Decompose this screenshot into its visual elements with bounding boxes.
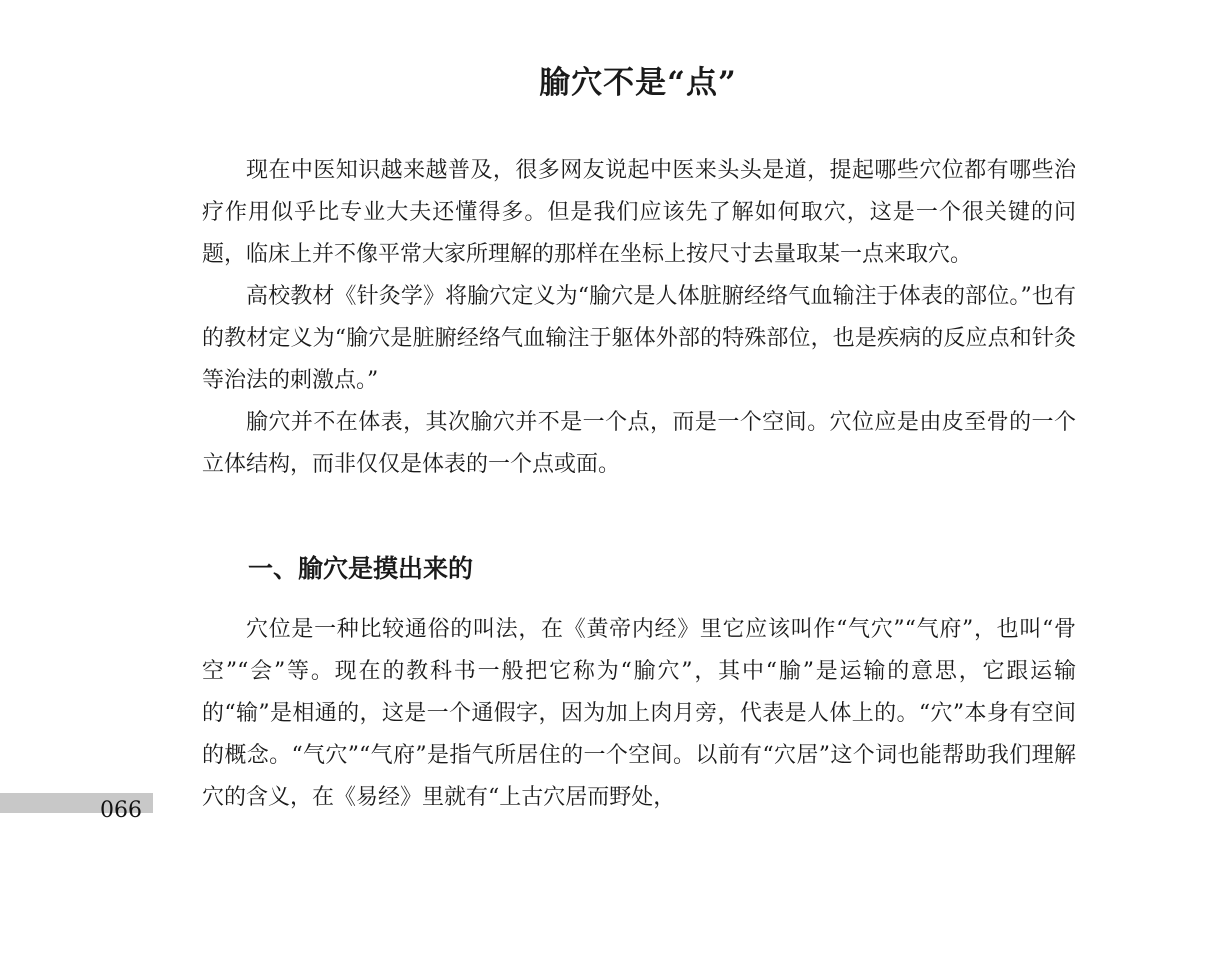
intro-text-block bbox=[202, 150, 1076, 486]
paragraph: 穴位是一种比较通俗的叫法，在《黄帝内经》里它应该叫作“气穴”“气府”，也叫“骨空”“会”等。现在的教科书一般把它称为“腧穴”，其中“腧”是运输的意思，它跟运输的“输”是相通的，这是一个通假字，因为加上肉月旁，代表是人体上的。“穴”本身有空间的概念。“气穴”“气府”是指气所居住的一个空间。以前有“穴居”这个词也能帮助我们理解穴的含义，在《易经》里就有“上古穴居而野处， bbox=[202, 617, 1076, 810]
section-heading: 一、腧穴是摸出来的 bbox=[248, 554, 474, 583]
paragraph: 现在中医知识越来越普及，很多网友说起中医来头头是道，提起哪些穴位都有哪些治疗作用似乎比专业大夫还懂得多。但是我们应该先了解如何取穴，这是一个很关键的问题，临床上并不像平常大家所理解的那样在坐标上按尺寸去量取某一点来取穴。 bbox=[202, 158, 1076, 267]
section-text-block bbox=[202, 609, 1076, 819]
page-number: 066 bbox=[100, 798, 142, 823]
paragraph: 腧穴并不在体表，其次腧穴并不是一个点，而是一个空间。穴位应是由皮至骨的一个立体结构，而非仅仅是体表的一个点或面。 bbox=[202, 410, 1076, 477]
paragraph: 高校教材《针灸学》将腧穴定义为“腧穴是人体脏腑经络气血输注于体表的部位。”也有的教材定义为“腧穴是脏腑经络气血输注于躯体外部的特殊部位，也是疾病的反应点和针灸等治法的刺激点。” bbox=[202, 284, 1077, 393]
page-title: 腧穴不是“点” bbox=[539, 65, 737, 101]
